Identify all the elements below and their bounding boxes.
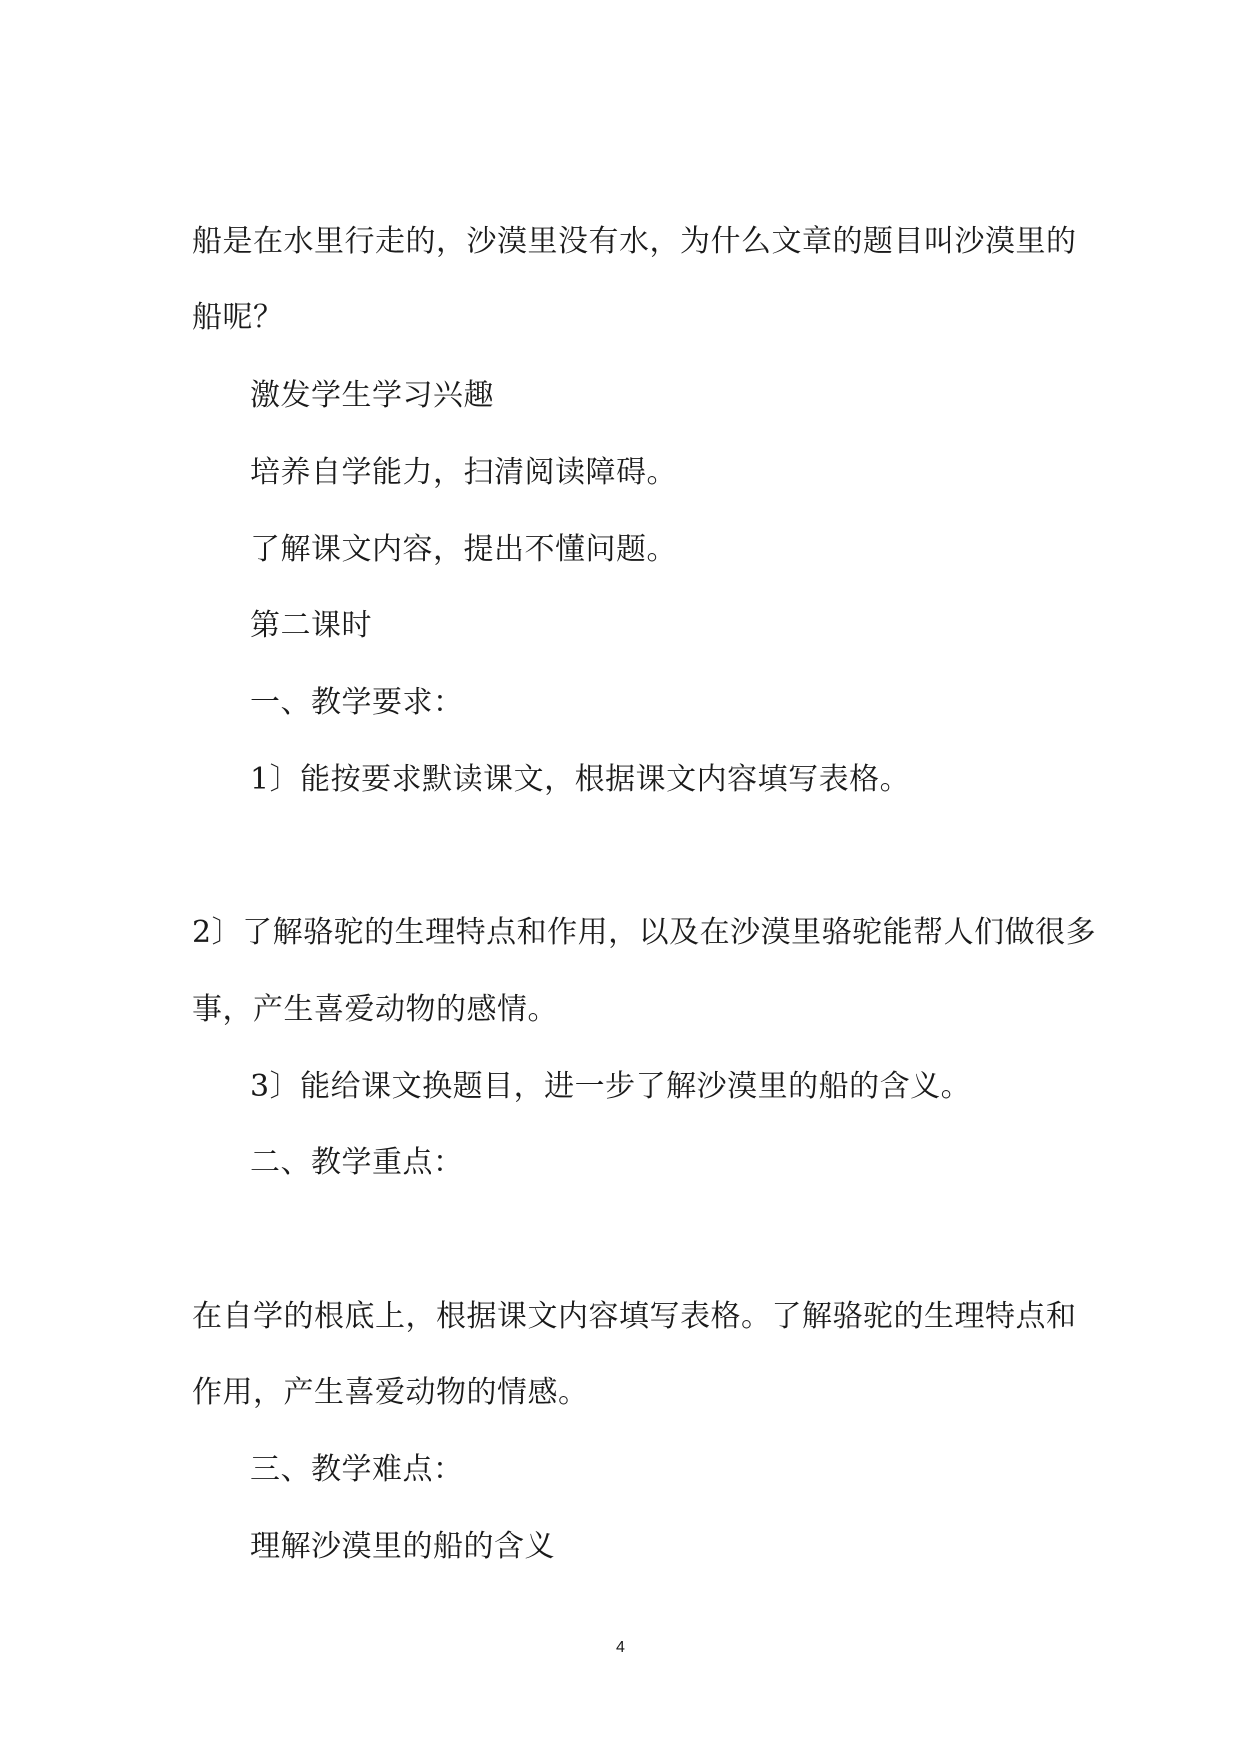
paragraph-line: 了解课文内容，提出不懂问题。 <box>250 532 677 567</box>
paragraph-line: 激发学生学习兴趣 <box>250 378 494 413</box>
paragraph-line: 在自学的根底上，根据课文内容填写表格。了解骆驼的生理特点和 <box>192 1299 1077 1334</box>
paragraph-line: 作用，产生喜爱动物的情感。 <box>192 1375 589 1410</box>
list-item: 2〕了解骆驼的生理特点和作用，以及在沙漠里骆驼能帮人们做很多 <box>192 915 1097 950</box>
section-heading: 一、教学要求： <box>250 685 464 720</box>
paragraph-line: 船是在水里行走的，沙漠里没有水，为什么文章的题目叫沙漠里的 <box>192 224 1077 259</box>
section-heading: 第二课时 <box>250 608 372 643</box>
paragraph-line: 理解沙漠里的船的含义 <box>250 1529 555 1564</box>
paragraph-line: 船呢？ <box>192 300 284 335</box>
list-item: 1〕能按要求默读课文，根据课文内容填写表格。 <box>250 762 911 797</box>
section-heading: 二、教学重点： <box>250 1145 464 1180</box>
section-heading: 三、教学难点： <box>250 1452 464 1487</box>
list-item: 3〕能给课文换题目，进一步了解沙漠里的船的含义。 <box>250 1069 972 1104</box>
paragraph-line: 培养自学能力，扫清阅读障碍。 <box>250 455 677 490</box>
page-number: 4 <box>616 1639 625 1656</box>
paragraph-line: 事，产生喜爱动物的感情。 <box>192 992 558 1027</box>
